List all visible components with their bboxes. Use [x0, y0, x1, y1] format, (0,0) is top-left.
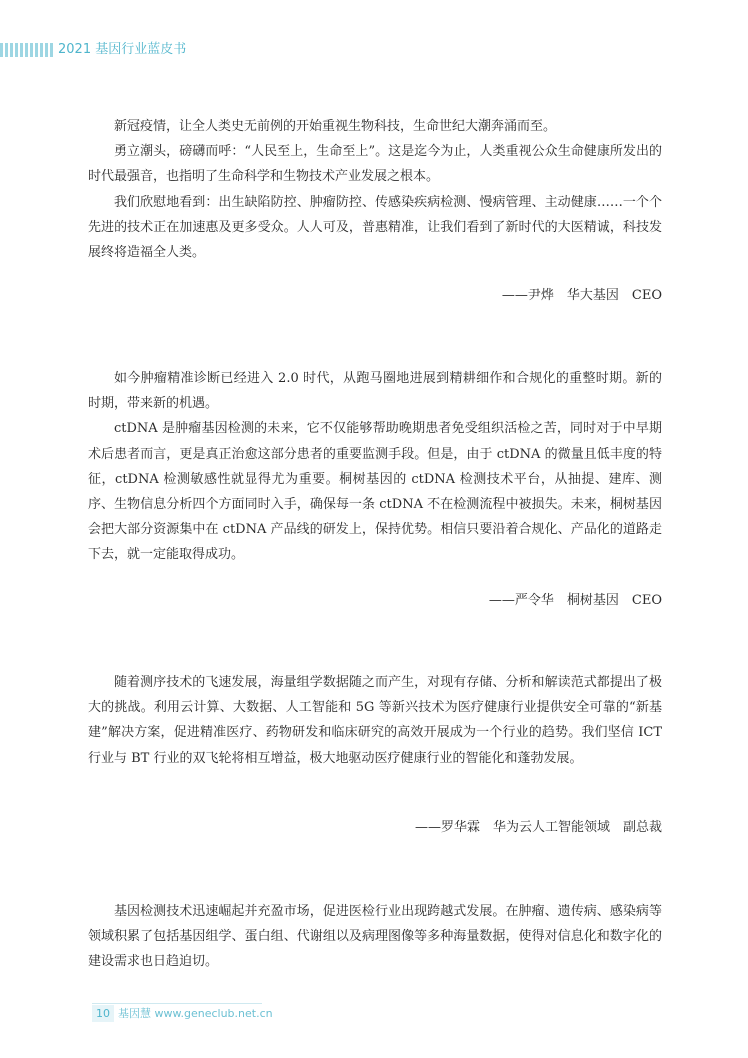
paragraph: 如今肿瘤精准诊断已经进入 2.0 时代，从跑马圈地进展到精耕细作和合规化的重整时期。新的时期，带来新的机遇。 [88, 371, 662, 412]
signature: ——严令华 桐树基因 CEO [488, 593, 662, 608]
paragraph: 随着测序技术的飞速发展，海量组学数据随之而产生，对现有存储、分析和解读范式都提出了极大的挑战。利用云计算、大数据、人工智能和 5G 等新兴技术为医疗健康行业提供安全可靠的“新基建”解决方案，促进精准医疗、药物研发和临床研究的高效开展成为一个行业的趋势。我们坚信 ICT 行业与 BT 行业的双飞轮将相互增益，极大地驱动医疗健康行业的智能化和蓬勃发展。 [88, 675, 662, 766]
page-header [0, 40, 748, 60]
signature: ——罗华霖 华为云人工智能领域 副总裁 [414, 820, 662, 835]
quote-section-1 [88, 114, 662, 314]
signature: ——尹烨 华大基因 CEO [501, 288, 662, 303]
paragraph: ctDNA 是肿瘤基因检测的未来，它不仅能够帮助晚期患者免受组织活检之苦，同时对于中早期术后患者而言，更是真正治愈这部分患者的重要监测手段。但是，由于 ctDNA 的微量且低丰度的特征，ctDNA 检测敏感性就显得尤为重要。桐树基因的 ctDNA 检测技术平台，从抽提、建库、测序、生物信息分析四个方面同时入手，确保每一条 ctDNA 不在检测流程中被损失。未来，桐树基因会把大部分资源集中在 ctDNA 产品线的研发上，保持优势。相信只要沿着合规化、产品化的道路走下去，就一定能取得成功。 [88, 421, 662, 563]
header-bars-decoration [0, 43, 54, 57]
page-footer [92, 1003, 273, 1022]
paragraph: 勇立潮头，磅礴而呼：“人民至上，生命至上”。这是迄今为止，人类重视公众生命健康所发出的时代最强音，也指明了生命科学和生物技术产业发展之根本。 [88, 144, 662, 185]
footer-brand: 基因慧 www.geneclub.net.cn [118, 1007, 273, 1020]
paragraph: 基因检测技术迅速崛起并充盈市场，促进医检行业出现跨越式发展。在肿瘤、遗传病、感染病等领域积累了包括基因组学、蛋白组、代谢组以及病理图像等多种海量数据，使得对信息化和数字化的建设需求也日趋迫切。 [88, 904, 662, 970]
quote-section-3 [88, 670, 662, 840]
quote-section-4 [88, 899, 662, 979]
paragraph: 我们欣慰地看到：出生缺陷防控、肿瘤防控、传感染疾病检测、慢病管理、主动健康……一个个先进的技术正在加速惠及更多受众。人人可及，普惠精准，让我们看到了新时代的大医精诚，科技发展终将造福全人类。 [88, 194, 662, 261]
paragraph: 新冠疫情，让全人类史无前例的开始重视生物科技，生命世纪大潮奔涌而至。 [114, 119, 557, 134]
quote-section-2 [88, 366, 662, 616]
page-number: 10 [92, 1005, 114, 1022]
header-title: 2021 基因行业蓝皮书 [58, 42, 187, 57]
